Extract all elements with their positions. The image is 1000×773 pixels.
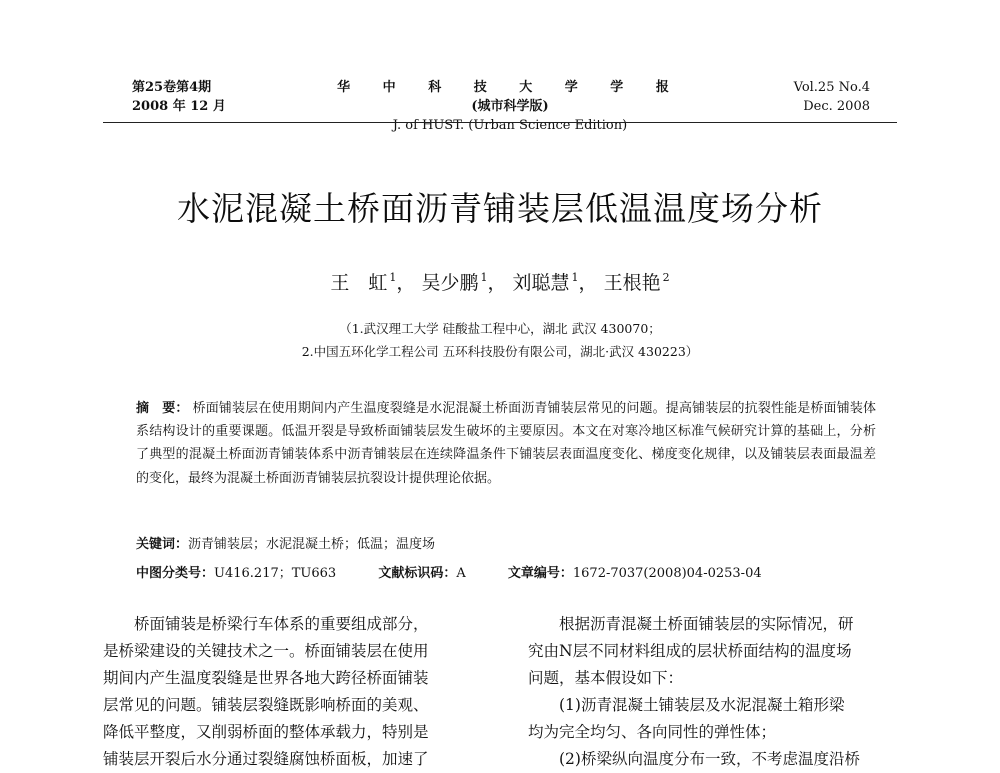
abstract-label: 摘 要： [136,401,189,416]
body-column-right [528,611,912,773]
body-line: (1)沥青混凝土铺装层及水泥混凝土箱形梁 [559,696,845,714]
body-line: (2)桥梁纵向温度分布一致，不考虑温度沿桥 [559,750,860,768]
author-affiliation-mark: 1 [571,271,579,284]
author-affiliation-mark: 1 [389,271,397,284]
affiliation-line: 2.中国五环化学工程公司 五环科技股份有限公司，湖北·武汉 430223） [301,344,699,359]
article-number-label: 文章编号： [507,566,573,581]
issue-info-en [794,78,870,116]
volume-issue-en: Vol.25 No.4 [793,80,870,95]
author-affiliation-mark: 2 [662,271,670,284]
issue-date: 2008 年 12 月 [132,99,226,114]
author-name: 王根艳 [603,272,661,294]
body-line: 究由N层不同材料组成的层状桥面结构的温度场 [528,642,852,660]
body-line: 降低平整度，又削弱桥面的整体承载力，特别是 [103,723,429,741]
volume-issue: 第25卷第4期 [132,80,212,95]
body-line: 桥面铺装是桥梁行车体系的重要组成部分， [134,615,429,633]
body-line: 是桥梁建设的关键技术之一。桥面铺装层在使用 [103,642,429,660]
document-code-label: 文献标识码： [378,566,457,581]
affiliation-line: （1.武汉理工大学 硅酸盐工程中心，湖北 武汉 430070； [339,321,661,336]
issue-date-en: Dec. 2008 [803,99,870,114]
issue-info [132,78,226,116]
author-name: 王 虹 [330,272,388,294]
article-number-value: 1672-7037(2008)04-0253-04 [572,566,762,581]
author-affiliation-mark: 1 [480,271,488,284]
header-rule [103,122,897,123]
article-number [508,566,762,581]
author-name: 吴少鹏 [421,272,479,294]
keywords-text: 沥青铺装层；水泥混凝土桥；低温；温度场 [188,537,436,552]
author-list: 王 虹 $^1$， 吴少鹏 $^1$， 刘聪慧 $^1$， 王根艳 $^2$ [330,271,670,294]
journal-name-en: J. of HUST. (Urban Science Edition) [392,118,628,133]
clc-value: U416.217；TU663 [214,566,337,581]
body-line: 铺装层开裂后水分通过裂缝腐蚀桥面板，加速了 [103,750,429,768]
body-line: 期间内产生温度裂缝是世界各地大跨径桥面铺装 [103,669,429,687]
document-code [378,566,465,581]
abstract-text: 桥面铺装层在使用期间内产生温度裂缝是水泥混凝土桥面沥青铺装层常见的问题。提高铺装层的抗裂性能是桥面铺装体系结构设计的重要课题。低温开裂是导致桥面铺装层发生破坏的主要原因。本文在对寒冷地区标准气候研究计算的基础上，分析了典型的混凝土桥面沥青铺装体系中沥青铺装层在连续降温条件下铺装层表面温度变化、梯度变化规律，以及铺装层表面最温差的变化，最终为混凝土桥面沥青铺装层抗裂设计提供理论依据。 [136,401,876,486]
body-line: 层常见的问题。铺装层裂缝既影响桥面的美观、 [103,696,429,714]
document-code-value: A [456,566,466,581]
journal-name [330,78,690,135]
body-column-left [103,611,483,773]
paper-title: 水泥混凝土桥面沥青铺装层低温温度场分析 [177,189,823,228]
body-line: 问题，基本假设如下： [528,669,684,687]
author-name: 刘聪慧 [512,272,570,294]
classification-line [136,562,762,581]
clc-code [136,566,336,581]
body-line: 均为完全均匀、各向同性的弹性体； [528,723,777,741]
body-line: 根据沥青混凝土桥面铺装层的实际情况，研 [559,615,854,633]
keywords [136,533,435,552]
affiliations [0,317,1000,363]
journal-name-cn: 华 中 科 技 大 学 学 报(城市科学版) [337,80,683,114]
abstract [136,397,876,490]
clc-label: 中图分类号： [136,566,215,581]
keywords-label: 关键词： [136,537,189,552]
